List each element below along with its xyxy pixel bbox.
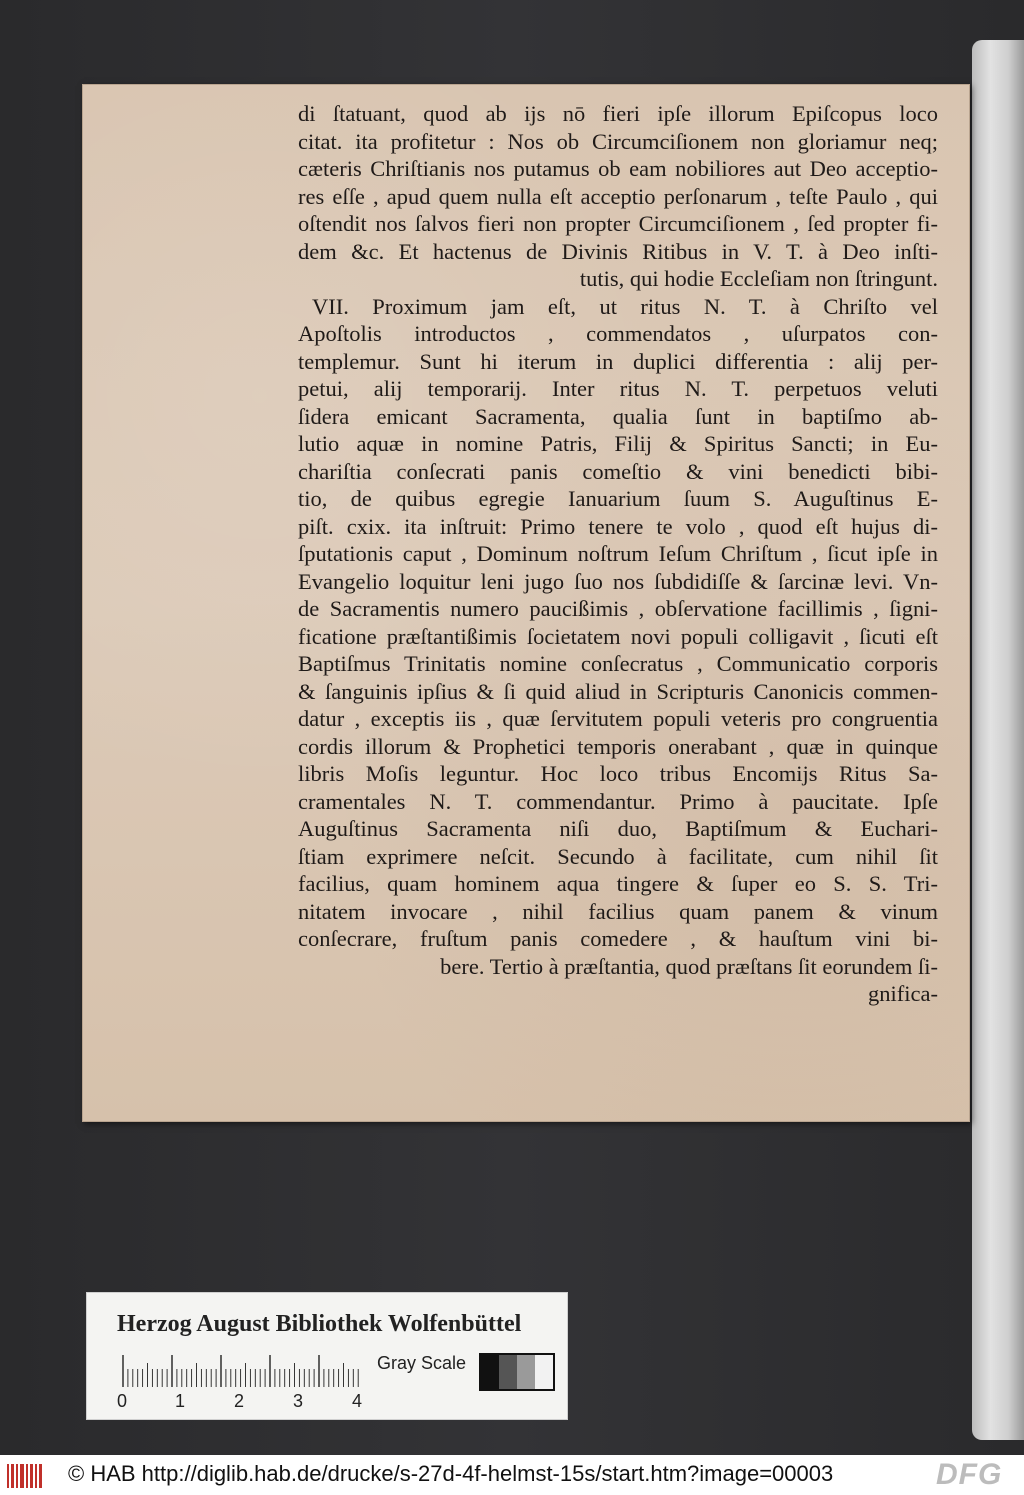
text-line: Auguſtinus Sacramenta niſi duo, Baptiſmum & Euchari- [298,816,938,841]
text-line: conſecrare, fruſtum panis comedere , & hauſtum vini bi- [298,926,938,951]
text-line: lutio aquæ in nomine Patris, Filij & Spiritus Sancti; in Eu- [298,431,938,456]
text-line: chariſtia conſecrati panis comeſtio & vini benedicti bibi- [298,458,938,484]
text-line: di ſtatuant, quod ab ijs nō fieri ipſe illorum Epiſcopus loco [298,101,938,126]
gray-scale-swatches [479,1353,555,1391]
ruler-scale [121,1355,361,1387]
text-line: petui, alij temporarij. Inter ritus N. T. perpetuos veluti [298,376,938,401]
gray-scale-label: Gray Scale [377,1353,467,1373]
text-line: & ſanguinis ipſius & ſi quid aliud in Scripturis Canonicis commen- [298,678,938,704]
text-line: tio, de quibus egregie Ianuarium ſuum S. Auguſtinus E- [298,486,938,511]
text-line: de Sacramentis numero paucißimis , obſervatione facillimis , ſigni- [298,596,938,621]
text-line: libris Moſis leguntur. Hoc loco tribus Encomijs Ritus Sa- [298,761,938,786]
ruler-number: 3 [293,1391,304,1411]
book-edge [972,40,1024,1440]
text-line: cordis illorum & Prophetici temporis onerabant , quæ in quinque [298,733,938,759]
text-line: cramentales N. T. commendantur. Primo à paucitate. Ipſe [298,788,938,814]
text-line: Apoſtolis introductos , commendatos , uſurpatos con- [298,321,938,346]
text-line: cæteris Chriſtianis nos putamus ob eam nobiliores aut Deo acceptio- [298,156,938,181]
ruler-number: 0 [117,1391,128,1411]
text-line: tutis, qui hodie Eccleſiam non ſtringunt. [579,266,938,291]
text-line: templemur. Sunt hi iterum in duplici differentia : alij per- [298,348,938,374]
text-line: gnifica- [868,981,938,1006]
text-line: ficatione præſtantißimis ſocietatem novi populi colligavit , ſicuti eſt [298,623,938,649]
text-line: citat. ita profitetur : Nos ob Circumciſionem non gloriamur neq; [298,128,938,154]
text-line: datur , exceptis iis , quæ ſervitutem populi veteris pro congruentia [298,706,938,731]
hab-barcode-logo-icon [6,1461,46,1491]
text-line: Baptiſmus Trinitatis nomine conſecratus , Communicatio corporis [298,651,938,676]
library-name: Herzog August Bibliothek Wolfenbüttel [117,1311,522,1337]
color-calibration-card [86,1292,568,1420]
text-line: Evangelio loquitur leni jugo ſuo nos ſubdidiſſe & ſarcinæ levi. Vn- [298,568,938,594]
ruler-number: 2 [234,1391,245,1411]
text-line: bere. Tertio à præſtantia, quod præſtans ſit eorundem ſi- [440,953,938,979]
page-text-block [298,100,938,1008]
text-line: res eſſe , apud quem nulla eſt acceptio perſonarum , teſte Paulo , qui [298,183,938,209]
text-line: ſputationis caput , Dominum noſtrum Ieſum Chriſtum , ſicut ipſe in [298,541,938,566]
text-line: facilius, quam hominem aqua tingere & ſuper eo S. S. Tri- [298,871,938,896]
ruler-number: 4 [352,1391,363,1411]
dfg-logo-icon: DFG [936,1458,1003,1491]
text-line: piſt. cxix. ita inſtruit: Primo tenere te volo , quod eſt hujus di- [298,513,938,539]
gray-swatch [499,1355,517,1389]
text-line: dem &c. Et hactenus de Divinis Ritibus in V. T. à Deo inſti- [298,238,938,264]
gray-swatch [517,1355,535,1389]
ruler-number: 1 [175,1391,186,1411]
text-line: ſtiam exprimere neſcit. Secundo à facilitate, cum nihil ſit [298,843,938,869]
text-line: ſidera emicant Sacramenta, qualia ſunt in baptiſmo ab- [298,403,938,429]
gray-swatch [535,1355,553,1389]
viewer-footer [0,1455,1024,1495]
source-url-text[interactable]: © HAB http://diglib.hab.de/drucke/s-27d-4f-helmst-15s/start.htm?image=00003 [68,1461,834,1486]
text-line: nitatem invocare , nihil facilius quam panem & vinum [298,898,938,924]
text-line: oſtendit nos ſalvos fieri non propter Circumciſionem , ſed propter fi- [298,211,938,236]
text-line: VII. Proximum jam eſt, ut ritus N. T. à Chriſto vel [312,293,938,319]
gray-swatch [481,1355,499,1389]
